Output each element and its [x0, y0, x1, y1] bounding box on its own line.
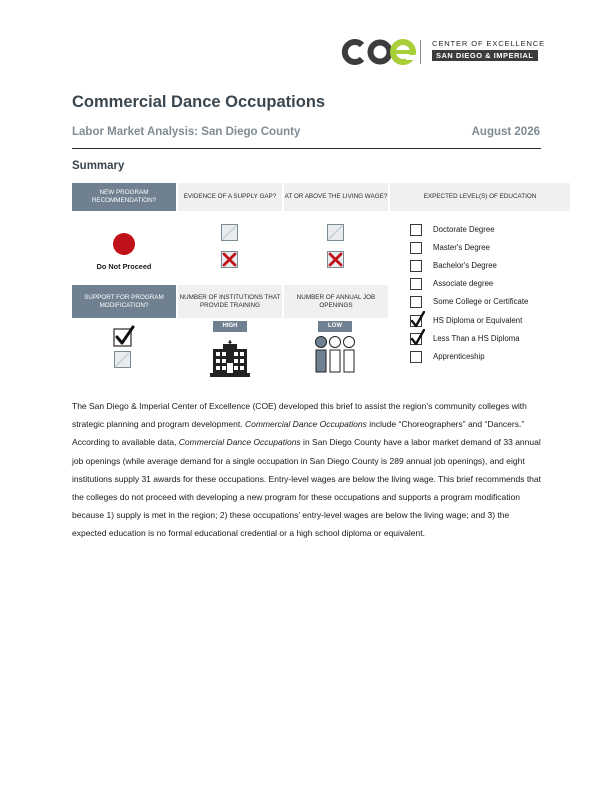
supply-gap-no-checkbox [221, 251, 238, 268]
header-new-program: NEW PROGRAM RECOMMENDATION? [72, 183, 176, 211]
education-label-some-college: Some College or Certificate [433, 297, 529, 306]
header-education: EXPECTED LEVEL(S) OF EDUCATION [390, 183, 570, 211]
check-mark-icon [410, 311, 425, 328]
support-yes-checkbox [113, 325, 135, 347]
header-institutions: NUMBER OF INSTITUTIONS THAT PROVIDE TRAINING [178, 285, 282, 318]
page-subtitle: Labor Market Analysis: San Diego County [72, 126, 301, 138]
section-heading: Summary [72, 160, 125, 172]
recommendation-status-dot [113, 233, 135, 255]
education-checkbox-bachelors [410, 260, 422, 272]
building-icon [210, 339, 250, 377]
header-supply-gap: EVIDENCE OF A SUPPLY GAP? [178, 183, 282, 211]
people-icon [314, 335, 358, 373]
education-label-apprenticeship: Apprenticeship [433, 352, 485, 361]
header-job-openings: NUMBER OF ANNUAL JOB OPENINGS [284, 285, 388, 318]
education-label-associate: Associate degree [433, 279, 494, 288]
education-checkbox-hs-diploma [410, 315, 422, 327]
support-no-checkbox [114, 351, 131, 368]
page-title: Commercial Dance Occupations [72, 93, 326, 111]
title-divider [72, 148, 541, 149]
header-living-wage: AT OR ABOVE THE LIVING WAGE? [284, 183, 388, 211]
education-checkbox-associate [410, 278, 422, 290]
coe-logo [340, 38, 546, 66]
education-label-less-than-hs: Less Than a HS Diploma [433, 334, 520, 343]
education-checkbox-masters [410, 242, 422, 254]
logo-line1: CENTER OF EXCELLENCE [432, 39, 546, 48]
paragraph-emphasis-2: Commercial Dance Occupations [178, 437, 301, 448]
recommendation-text: Do Not Proceed [96, 262, 152, 271]
coe-logo-mark [340, 38, 418, 66]
openings-level-badge: LOW [318, 321, 352, 332]
education-checkbox-less-than-hs [410, 333, 422, 345]
paragraph-part-1: The San Diego & Imperial Center of Excellence (COE) developed this brief to assist the region’s community colleges with strategic planning and program development. [72, 401, 527, 430]
check-mark-icon [410, 329, 425, 346]
education-checkbox-some-college [410, 296, 422, 308]
education-label-hs-diploma: HS Diploma or Equivalent [433, 316, 523, 325]
education-label-doctorate: Doctorate Degree [433, 225, 495, 234]
logo-divider [420, 40, 421, 64]
living-wage-yes-checkbox [327, 224, 344, 241]
institutions-level-badge: HIGH [213, 321, 247, 332]
report-date: August 2026 [471, 126, 540, 138]
header-support-modification: SUPPORT FOR PROGRAM MODIFICATION? [72, 285, 176, 318]
logo-line2: SAN DIEGO & IMPERIAL [432, 50, 538, 61]
education-checkbox-doctorate [410, 224, 422, 236]
x-mark-icon [328, 252, 343, 267]
summary-paragraph [72, 397, 542, 543]
paragraph-part-3: in San Diego County have a labor market demand of 33 annual job openings (while average demand for a single occupation in San Diego County is 289 annual job openings), and eight institutions supply 31 awards for these occupations. Entry-level wages are below the living wage. This brief recommends that the colleges do not proceed with developing a new program for these occupations and supports a program modification because 1) supply is met in the region; 2) these occupations’ entry-level wages are below the living wage; and 3) the expected education is no formal educational credential or a high school diploma or equivalent. [72, 437, 541, 539]
x-mark-icon [222, 252, 237, 267]
education-checkbox-apprenticeship [410, 351, 422, 363]
paragraph-emphasis-1: Commercial Dance Occupations [244, 419, 367, 430]
living-wage-no-checkbox [327, 251, 344, 268]
education-label-masters: Master's Degree [433, 243, 490, 252]
education-label-bachelors: Bachelor's Degree [433, 261, 497, 270]
supply-gap-yes-checkbox [221, 224, 238, 241]
paragraph-part-2: include “Choreographers” and “Dancers.” According to available data, [72, 419, 525, 448]
